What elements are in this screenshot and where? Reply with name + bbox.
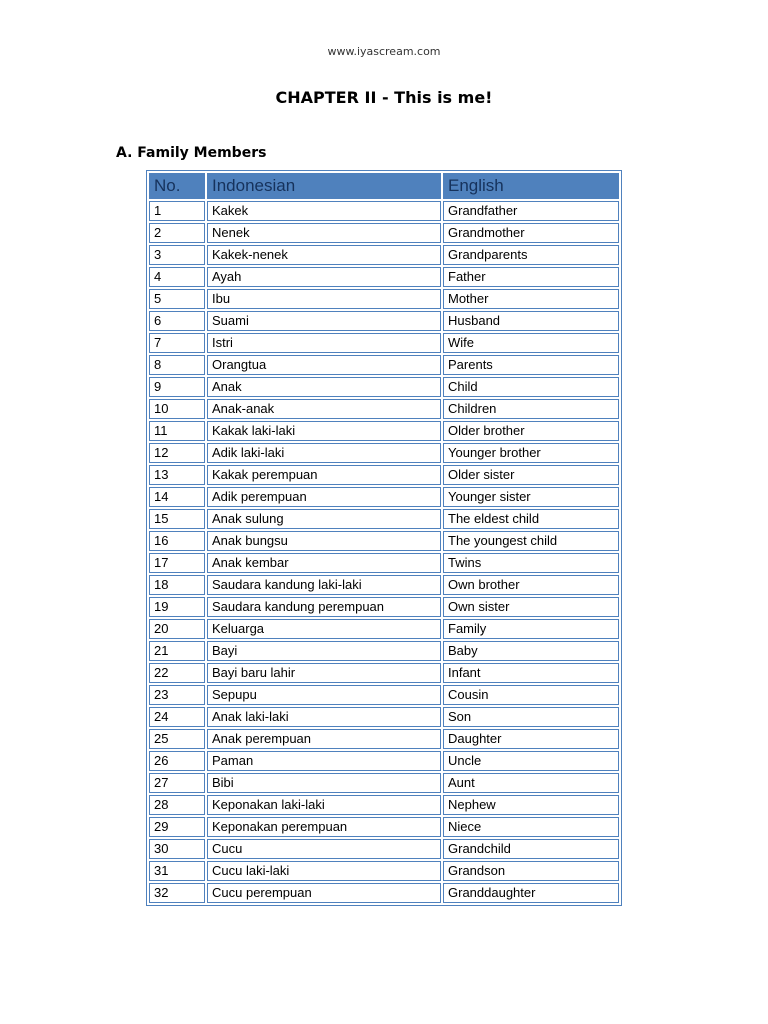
cell-indonesian: Cucu perempuan bbox=[207, 883, 441, 903]
cell-number: 14 bbox=[149, 487, 205, 507]
cell-indonesian: Anak bbox=[207, 377, 441, 397]
cell-number: 5 bbox=[149, 289, 205, 309]
column-header-english: English bbox=[443, 173, 619, 199]
table-header-row bbox=[149, 173, 619, 199]
table-row bbox=[149, 685, 619, 705]
cell-indonesian: Orangtua bbox=[207, 355, 441, 375]
cell-indonesian: Keponakan laki-laki bbox=[207, 795, 441, 815]
chapter-title: CHAPTER II - This is me! bbox=[275, 88, 493, 107]
cell-indonesian: Suami bbox=[207, 311, 441, 331]
table-row bbox=[149, 311, 619, 331]
cell-indonesian: Anak laki-laki bbox=[207, 707, 441, 727]
table-row bbox=[149, 267, 619, 287]
cell-english: Younger sister bbox=[443, 487, 619, 507]
cell-indonesian: Sepupu bbox=[207, 685, 441, 705]
cell-indonesian: Anak perempuan bbox=[207, 729, 441, 749]
cell-number: 22 bbox=[149, 663, 205, 683]
cell-number: 19 bbox=[149, 597, 205, 617]
cell-number: 27 bbox=[149, 773, 205, 793]
cell-indonesian: Bayi bbox=[207, 641, 441, 661]
cell-indonesian: Istri bbox=[207, 333, 441, 353]
cell-english: Uncle bbox=[443, 751, 619, 771]
cell-number: 4 bbox=[149, 267, 205, 287]
cell-english: Older sister bbox=[443, 465, 619, 485]
cell-english: Family bbox=[443, 619, 619, 639]
cell-english: Mother bbox=[443, 289, 619, 309]
cell-english: Children bbox=[443, 399, 619, 419]
table-row bbox=[149, 861, 619, 881]
cell-number: 25 bbox=[149, 729, 205, 749]
cell-indonesian: Kakak perempuan bbox=[207, 465, 441, 485]
cell-number: 26 bbox=[149, 751, 205, 771]
cell-english: Son bbox=[443, 707, 619, 727]
cell-english: Baby bbox=[443, 641, 619, 661]
cell-number: 13 bbox=[149, 465, 205, 485]
table-row bbox=[149, 421, 619, 441]
cell-number: 32 bbox=[149, 883, 205, 903]
cell-indonesian: Kakak laki-laki bbox=[207, 421, 441, 441]
cell-indonesian: Paman bbox=[207, 751, 441, 771]
section-title: A. Family Members bbox=[116, 145, 267, 161]
table-row bbox=[149, 839, 619, 859]
cell-english: Younger brother bbox=[443, 443, 619, 463]
cell-english: Aunt bbox=[443, 773, 619, 793]
cell-english: Wife bbox=[443, 333, 619, 353]
table-row bbox=[149, 245, 619, 265]
cell-english: Own brother bbox=[443, 575, 619, 595]
cell-english: Grandson bbox=[443, 861, 619, 881]
table-row bbox=[149, 619, 619, 639]
cell-number: 18 bbox=[149, 575, 205, 595]
cell-number: 21 bbox=[149, 641, 205, 661]
cell-english: Husband bbox=[443, 311, 619, 331]
cell-indonesian: Saudara kandung perempuan bbox=[207, 597, 441, 617]
cell-english: Cousin bbox=[443, 685, 619, 705]
cell-english: Granddaughter bbox=[443, 883, 619, 903]
cell-english: Nephew bbox=[443, 795, 619, 815]
cell-english: Niece bbox=[443, 817, 619, 837]
cell-indonesian: Ibu bbox=[207, 289, 441, 309]
cell-number: 15 bbox=[149, 509, 205, 529]
cell-indonesian: Bayi baru lahir bbox=[207, 663, 441, 683]
cell-english: Parents bbox=[443, 355, 619, 375]
cell-indonesian: Saudara kandung laki-laki bbox=[207, 575, 441, 595]
cell-english: The youngest child bbox=[443, 531, 619, 551]
cell-english: Older brother bbox=[443, 421, 619, 441]
table-row bbox=[149, 399, 619, 419]
cell-number: 20 bbox=[149, 619, 205, 639]
table-row bbox=[149, 201, 619, 221]
cell-indonesian: Adik laki-laki bbox=[207, 443, 441, 463]
cell-indonesian: Adik perempuan bbox=[207, 487, 441, 507]
column-header-indonesian: Indonesian bbox=[207, 173, 441, 199]
cell-number: 8 bbox=[149, 355, 205, 375]
cell-english: Father bbox=[443, 267, 619, 287]
cell-indonesian: Keponakan perempuan bbox=[207, 817, 441, 837]
cell-indonesian: Kakek bbox=[207, 201, 441, 221]
cell-number: 24 bbox=[149, 707, 205, 727]
cell-indonesian: Cucu laki-laki bbox=[207, 861, 441, 881]
cell-indonesian: Ayah bbox=[207, 267, 441, 287]
table-row bbox=[149, 377, 619, 397]
table-row bbox=[149, 333, 619, 353]
cell-indonesian: Keluarga bbox=[207, 619, 441, 639]
cell-number: 3 bbox=[149, 245, 205, 265]
cell-number: 10 bbox=[149, 399, 205, 419]
cell-number: 23 bbox=[149, 685, 205, 705]
cell-number: 31 bbox=[149, 861, 205, 881]
cell-english: Daughter bbox=[443, 729, 619, 749]
table-row bbox=[149, 575, 619, 595]
cell-number: 12 bbox=[149, 443, 205, 463]
table-row bbox=[149, 795, 619, 815]
cell-number: 6 bbox=[149, 311, 205, 331]
cell-indonesian: Bibi bbox=[207, 773, 441, 793]
table-row bbox=[149, 773, 619, 793]
table-row bbox=[149, 663, 619, 683]
table-row bbox=[149, 641, 619, 661]
table-row bbox=[149, 443, 619, 463]
table-row bbox=[149, 817, 619, 837]
table-row bbox=[149, 487, 619, 507]
table-row bbox=[149, 707, 619, 727]
cell-indonesian: Nenek bbox=[207, 223, 441, 243]
cell-number: 7 bbox=[149, 333, 205, 353]
cell-indonesian: Anak sulung bbox=[207, 509, 441, 529]
cell-english: The eldest child bbox=[443, 509, 619, 529]
cell-english: Grandmother bbox=[443, 223, 619, 243]
table-row bbox=[149, 729, 619, 749]
family-members-table bbox=[146, 170, 622, 906]
cell-indonesian: Kakek-nenek bbox=[207, 245, 441, 265]
cell-number: 1 bbox=[149, 201, 205, 221]
cell-indonesian: Cucu bbox=[207, 839, 441, 859]
cell-number: 11 bbox=[149, 421, 205, 441]
cell-english: Grandchild bbox=[443, 839, 619, 859]
cell-indonesian: Anak kembar bbox=[207, 553, 441, 573]
cell-indonesian: Anak bungsu bbox=[207, 531, 441, 551]
column-header-no: No. bbox=[149, 173, 205, 199]
cell-number: 29 bbox=[149, 817, 205, 837]
table-body bbox=[149, 201, 619, 903]
cell-english: Grandfather bbox=[443, 201, 619, 221]
cell-number: 28 bbox=[149, 795, 205, 815]
table-row bbox=[149, 553, 619, 573]
table-row bbox=[149, 883, 619, 903]
table-row bbox=[149, 531, 619, 551]
table-row bbox=[149, 289, 619, 309]
cell-english: Grandparents bbox=[443, 245, 619, 265]
cell-number: 2 bbox=[149, 223, 205, 243]
cell-english: Infant bbox=[443, 663, 619, 683]
table-row bbox=[149, 751, 619, 771]
cell-number: 9 bbox=[149, 377, 205, 397]
cell-english: Child bbox=[443, 377, 619, 397]
table-row bbox=[149, 223, 619, 243]
table-row bbox=[149, 597, 619, 617]
table-row bbox=[149, 509, 619, 529]
cell-english: Own sister bbox=[443, 597, 619, 617]
site-url: www.iyascream.com bbox=[327, 45, 441, 58]
cell-indonesian: Anak-anak bbox=[207, 399, 441, 419]
cell-number: 16 bbox=[149, 531, 205, 551]
cell-number: 17 bbox=[149, 553, 205, 573]
table-row bbox=[149, 465, 619, 485]
table-row bbox=[149, 355, 619, 375]
cell-number: 30 bbox=[149, 839, 205, 859]
cell-english: Twins bbox=[443, 553, 619, 573]
